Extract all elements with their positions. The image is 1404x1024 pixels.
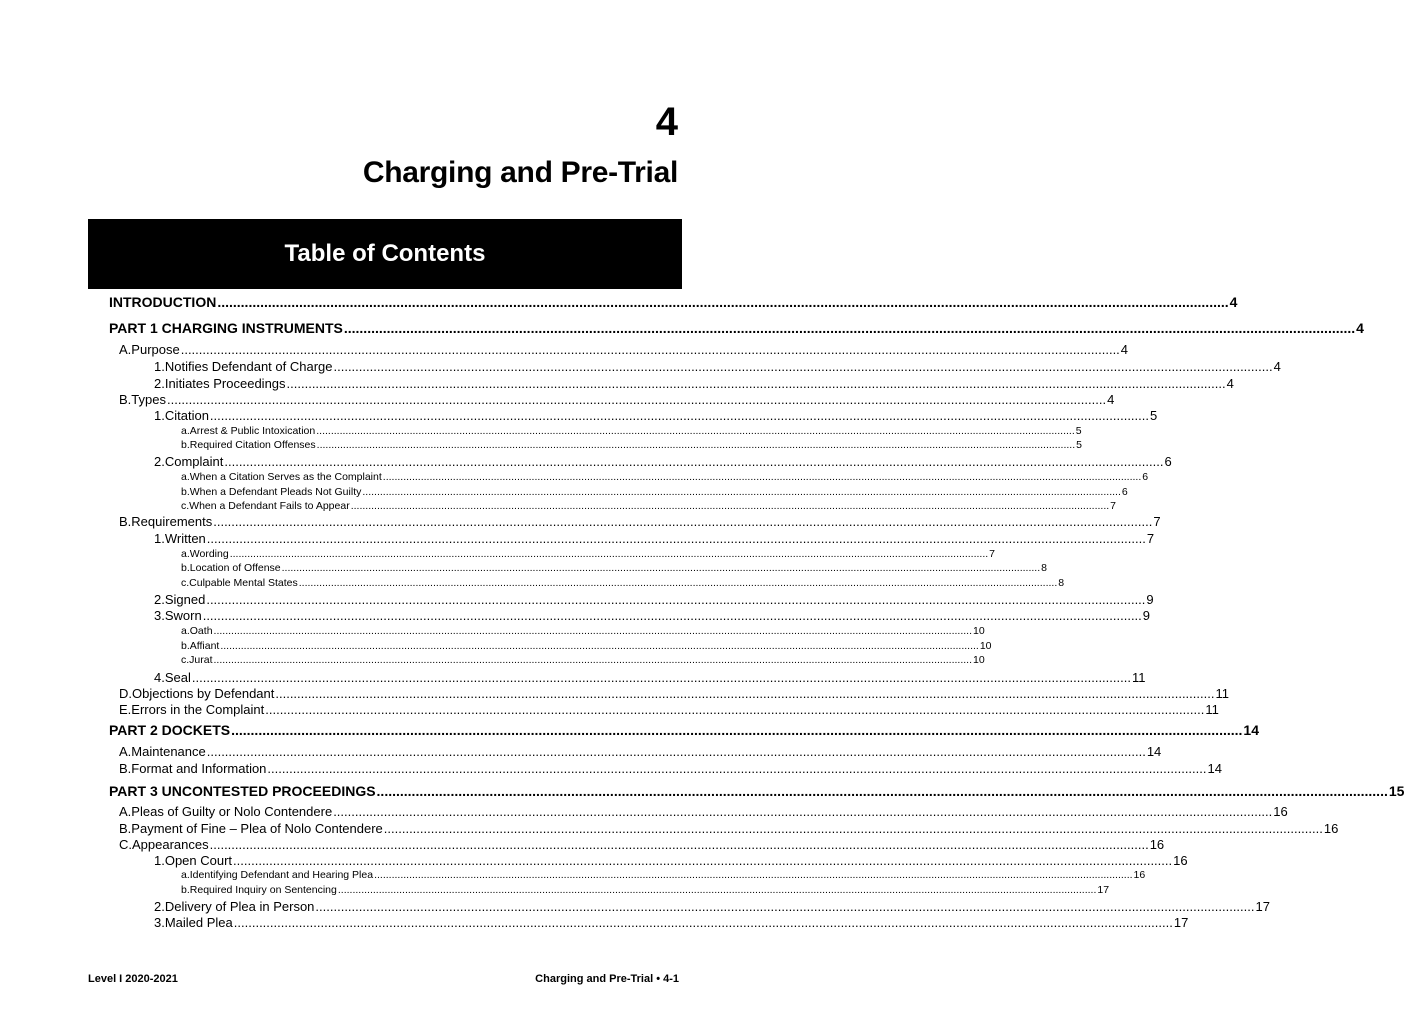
toc-entry-page: 6 xyxy=(1142,471,1149,483)
toc-entry-label: Appearances xyxy=(132,837,209,852)
toc-entry-number: 2. xyxy=(154,592,165,607)
toc-entry-number: c. xyxy=(181,654,190,666)
toc-dot-leader: .................................................................................................................................................................................................................................................................... xyxy=(209,408,1149,423)
toc-entry[interactable] xyxy=(181,425,1082,437)
toc-entry-label: Pleas of Guilty or Nolo Contendere xyxy=(131,804,333,819)
toc-entry-label: Format and Information xyxy=(131,761,267,776)
toc-entry-label: Mailed Plea xyxy=(164,915,233,930)
toc-entry-label: Affiant xyxy=(189,640,220,652)
toc-entry-label: Complaint xyxy=(164,454,224,469)
toc-entry[interactable] xyxy=(109,294,1238,310)
toc-entry[interactable] xyxy=(181,577,1065,589)
toc-entry[interactable] xyxy=(181,625,985,637)
toc-entry-page: 11 xyxy=(1205,702,1219,717)
toc-entry-label: PART 1 CHARGING INSTRUMENTS xyxy=(109,320,343,336)
toc-dot-leader: .................................................................................................................................................................................................................................................................... xyxy=(229,548,989,560)
toc-entry[interactable] xyxy=(181,654,985,666)
toc-dot-leader: .................................................................................................................................................................................................................................................................... xyxy=(231,722,1243,738)
toc-entry-number: B. xyxy=(119,761,132,776)
toc-entry-label: Notifies Defendant of Charge xyxy=(164,359,333,374)
toc-dot-leader: .................................................................................................................................................................................................................................................................... xyxy=(213,625,973,637)
toc-entry-label: Maintenance xyxy=(131,744,206,759)
toc-entry-number: c. xyxy=(181,577,190,589)
toc-entry[interactable] xyxy=(181,640,992,652)
toc-entry[interactable] xyxy=(109,320,1364,336)
toc-entry-number: A. xyxy=(119,804,132,819)
chapter-title: Charging and Pre-Trial xyxy=(362,156,678,189)
toc-entry-page: 14 xyxy=(1207,761,1222,776)
toc-dot-leader: .................................................................................................................................................................................................................................................................... xyxy=(343,320,1356,336)
toc-entry-number: a. xyxy=(181,869,190,881)
toc-dot-leader: .................................................................................................................................................................................................................................................................... xyxy=(220,640,979,652)
toc-entry-page: 4 xyxy=(1229,294,1238,310)
toc-entry-label: PART 2 DOCKETS xyxy=(109,722,231,738)
toc-entry-page: 16 xyxy=(1173,853,1188,868)
toc-entry-number: B. xyxy=(119,514,132,529)
toc-entry[interactable] xyxy=(109,722,1259,738)
toc-entry[interactable] xyxy=(119,702,1219,717)
toc-entry-number: A. xyxy=(119,744,132,759)
toc-entry-number: 1. xyxy=(154,531,165,546)
toc-entry-label: Objections by Defendant xyxy=(132,686,275,701)
toc-entry-number: a. xyxy=(181,548,190,560)
toc-entry-number: 3. xyxy=(154,608,165,623)
toc-entry-page: 16 xyxy=(1273,804,1288,819)
toc-dot-leader: .................................................................................................................................................................................................................................................................... xyxy=(213,654,972,666)
toc-dot-leader: .................................................................................................................................................................................................................................................................... xyxy=(374,869,1133,881)
toc-entry-number: 1. xyxy=(154,359,165,374)
toc-dot-leader: .................................................................................................................................................................................................................................................................... xyxy=(217,294,1229,310)
toc-entry-label: PART 3 UNCONTESTED PROCEEDINGS xyxy=(109,783,376,799)
toc-entry[interactable] xyxy=(154,531,1155,546)
toc-dot-leader: .................................................................................................................................................................................................................................................................... xyxy=(233,915,1173,930)
toc-entry-page: 17 xyxy=(1097,884,1110,896)
toc-dot-leader: .................................................................................................................................................................................................................................................................... xyxy=(206,592,1146,607)
toc-entry-number: c. xyxy=(181,500,190,512)
toc-entry[interactable] xyxy=(181,486,1128,498)
toc-entry-page: 17 xyxy=(1173,915,1189,930)
toc-entry[interactable] xyxy=(119,342,1129,357)
toc-entry-number: 1. xyxy=(154,408,165,423)
toc-entry-page: 16 xyxy=(1149,837,1165,852)
toc-entry[interactable] xyxy=(119,392,1115,407)
toc-entry[interactable] xyxy=(154,899,1270,914)
toc-entry-label: When a Defendant Fails to Appear xyxy=(189,500,350,512)
toc-entry[interactable] xyxy=(181,562,1047,574)
toc-entry-number: 3. xyxy=(154,915,165,930)
toc-entry-label: Initiates Proceedings xyxy=(164,376,286,391)
toc-entry-label: Delivery of Plea in Person xyxy=(164,899,315,914)
toc-entry[interactable] xyxy=(119,744,1162,759)
toc-entry-label: Required Citation Offenses xyxy=(189,439,316,451)
toc-entry[interactable] xyxy=(154,853,1188,868)
toc-entry-number: 2. xyxy=(154,454,165,469)
toc-entry-page: 7 xyxy=(989,548,996,560)
toc-entry-number: A. xyxy=(119,342,132,357)
toc-entry-number: b. xyxy=(181,640,190,652)
toc-dot-leader: .................................................................................................................................................................................................................................................................... xyxy=(333,804,1273,819)
toc-entry-page: 8 xyxy=(1058,577,1065,589)
toc-entry-label: Oath xyxy=(189,625,213,637)
toc-entry[interactable] xyxy=(154,408,1158,423)
toc-dot-leader: .................................................................................................................................................................................................................................................................... xyxy=(376,783,1388,799)
toc-dot-leader: .................................................................................................................................................................................................................................................................... xyxy=(350,500,1110,512)
toc-entry-page: 6 xyxy=(1121,486,1128,498)
toc-dot-leader: .................................................................................................................................................................................................................................................................... xyxy=(180,342,1120,357)
chapter-number: 4 xyxy=(655,100,678,144)
toc-entry-page: 15 xyxy=(1388,783,1404,799)
toc-entry-label: When a Citation Serves as the Complaint xyxy=(189,471,382,483)
toc-entry-page: 7 xyxy=(1146,531,1155,546)
toc-dot-leader: .................................................................................................................................................................................................................................................................... xyxy=(202,608,1142,623)
toc-dot-leader: .................................................................................................................................................................................................................................................................... xyxy=(337,884,1097,896)
toc-entry-page: 4 xyxy=(1356,320,1364,336)
toc-entry[interactable] xyxy=(181,884,1110,896)
toc-entry-page: 17 xyxy=(1255,899,1270,914)
toc-entry-page: 14 xyxy=(1243,722,1259,738)
toc-entry[interactable] xyxy=(119,761,1222,776)
toc-entry[interactable] xyxy=(181,500,1117,512)
toc-entry-page: 5 xyxy=(1150,408,1158,423)
toc-entry-page: 10 xyxy=(973,654,985,666)
toc-entry-page: 11 xyxy=(1215,686,1229,701)
toc-entry-label: Citation xyxy=(164,408,209,423)
toc-entry-label: Written xyxy=(164,531,206,546)
toc-dot-leader: .................................................................................................................................................................................................................................................................... xyxy=(281,562,1041,574)
toc-heading: Table of Contents xyxy=(284,240,486,267)
toc-dot-leader: .................................................................................................................................................................................................................................................................... xyxy=(316,425,1075,437)
toc-entry-label: Signed xyxy=(164,592,206,607)
toc-entry[interactable] xyxy=(181,439,1082,451)
toc-entry-page: 8 xyxy=(1041,562,1047,574)
toc-entry[interactable] xyxy=(154,592,1154,607)
toc-dot-leader: .................................................................................................................................................................................................................................................................... xyxy=(382,471,1142,483)
toc-entry-page: 16 xyxy=(1133,869,1146,881)
toc-entry-label: Open Court xyxy=(164,853,233,868)
toc-entry[interactable] xyxy=(181,471,1149,483)
footer-edition: Level I 2020-2021 xyxy=(88,973,178,985)
toc-entry[interactable] xyxy=(154,915,1189,930)
toc-entry-page: 7 xyxy=(1153,514,1161,529)
toc-entry-label: Requirements xyxy=(131,514,213,529)
toc-entry-label: Payment of Fine – Plea of Nolo Contendere xyxy=(131,821,383,836)
toc-entry-number: C. xyxy=(119,837,132,852)
toc-entry-page: 4 xyxy=(1120,342,1129,357)
toc-entry-label: Required Inquiry on Sentencing xyxy=(189,884,337,896)
toc-entry-number: b. xyxy=(181,884,190,896)
toc-entry[interactable] xyxy=(154,454,1172,469)
toc-entry[interactable] xyxy=(119,804,1288,819)
toc-dot-leader: .................................................................................................................................................................................................................................................................... xyxy=(333,359,1273,374)
toc-entry-number: a. xyxy=(181,625,190,637)
toc-entry[interactable] xyxy=(119,837,1165,852)
toc-entry-number: 2. xyxy=(154,376,165,391)
toc-dot-leader: .................................................................................................................................................................................................................................................................... xyxy=(267,761,1207,776)
toc-entry-page: 4 xyxy=(1226,376,1234,391)
toc-entry-label: Culpable Mental States xyxy=(189,577,298,589)
toc-dot-leader: .................................................................................................................................................................................................................................................................... xyxy=(362,486,1121,498)
toc-entry-number: E. xyxy=(119,702,132,717)
toc-entry-page: 5 xyxy=(1076,439,1082,451)
toc-entry-page: 11 xyxy=(1131,670,1146,685)
toc-entry-label: Location of Offense xyxy=(189,562,281,574)
toc-entry-number: b. xyxy=(181,486,190,498)
toc-dot-leader: .................................................................................................................................................................................................................................................................... xyxy=(224,454,1164,469)
toc-entry-page: 7 xyxy=(1110,500,1117,512)
toc-entry-number: a. xyxy=(181,425,190,437)
toc-entry[interactable] xyxy=(119,514,1161,529)
toc-dot-leader: .................................................................................................................................................................................................................................................................... xyxy=(315,899,1255,914)
toc-entry[interactable] xyxy=(181,548,996,560)
toc-entry[interactable] xyxy=(154,608,1151,623)
toc-dot-leader: .................................................................................................................................................................................................................................................................... xyxy=(233,853,1173,868)
toc-entry[interactable] xyxy=(154,376,1234,391)
toc-entry-number: b. xyxy=(181,439,190,451)
toc-entry-page: 10 xyxy=(979,640,992,652)
toc-entry-number: B. xyxy=(119,392,132,407)
toc-entry[interactable] xyxy=(181,869,1146,881)
toc-dot-leader: .................................................................................................................................................................................................................................................................... xyxy=(316,439,1076,451)
toc-entry-page: 9 xyxy=(1146,592,1154,607)
toc-dot-leader: .................................................................................................................................................................................................................................................................... xyxy=(191,670,1131,685)
toc-entry-label: Identifying Defendant and Hearing Plea xyxy=(189,869,374,881)
toc-entry[interactable] xyxy=(154,670,1146,685)
footer-page-label: Charging and Pre-Trial • 4-1 xyxy=(535,973,679,985)
toc-entry-label: Seal xyxy=(164,670,191,685)
toc-entry-number: a. xyxy=(181,471,190,483)
toc-entry-number: 2. xyxy=(154,899,165,914)
toc-entry[interactable] xyxy=(119,686,1229,701)
toc-entry-label: INTRODUCTION xyxy=(109,294,217,310)
toc-dot-leader: .................................................................................................................................................................................................................................................................... xyxy=(298,577,1058,589)
toc-entry-page: 9 xyxy=(1142,608,1151,623)
toc-entry-number: D. xyxy=(119,686,132,701)
toc-entry-label: Jurat xyxy=(189,654,213,666)
toc-entry-number: 4. xyxy=(154,670,165,685)
toc-entry-label: Types xyxy=(131,392,166,407)
toc-entry-label: When a Defendant Pleads Not Guilty xyxy=(189,486,362,498)
toc-entry[interactable] xyxy=(119,821,1339,836)
toc-entry-page: 16 xyxy=(1323,821,1339,836)
toc-dot-leader: .................................................................................................................................................................................................................................................................... xyxy=(383,821,1323,836)
toc-entry-number: 1. xyxy=(154,853,165,868)
toc-entry-number: B. xyxy=(119,821,132,836)
toc-entry[interactable] xyxy=(154,359,1281,374)
toc-entry-page: 4 xyxy=(1273,359,1281,374)
toc-entry-page: 6 xyxy=(1164,454,1172,469)
toc-dot-leader: .................................................................................................................................................................................................................................................................... xyxy=(206,531,1146,546)
toc-heading-banner xyxy=(88,219,682,289)
toc-dot-leader: .................................................................................................................................................................................................................................................................... xyxy=(206,744,1146,759)
toc-entry-label: Errors in the Complaint xyxy=(131,702,265,717)
toc-dot-leader: .................................................................................................................................................................................................................................................................... xyxy=(275,686,1215,701)
toc-entry-page: 10 xyxy=(973,625,985,637)
toc-entry-label: Sworn xyxy=(164,608,202,623)
toc-entry-page: 5 xyxy=(1075,425,1082,437)
toc-entry-label: Arrest & Public Intoxication xyxy=(189,425,316,437)
toc-entry-label: Wording xyxy=(189,548,229,560)
toc-entry[interactable] xyxy=(109,783,1404,799)
toc-dot-leader: .................................................................................................................................................................................................................................................................... xyxy=(286,376,1226,391)
toc-dot-leader: .................................................................................................................................................................................................................................................................... xyxy=(166,392,1107,407)
toc-entry-page: 4 xyxy=(1107,392,1115,407)
toc-entry-number: b. xyxy=(181,562,190,574)
toc-dot-leader: .................................................................................................................................................................................................................................................................... xyxy=(213,514,1153,529)
toc-dot-leader: .................................................................................................................................................................................................................................................................... xyxy=(265,702,1205,717)
toc-entry-label: Purpose xyxy=(131,342,180,357)
toc-dot-leader: .................................................................................................................................................................................................................................................................... xyxy=(209,837,1149,852)
toc-entry-page: 14 xyxy=(1146,744,1162,759)
